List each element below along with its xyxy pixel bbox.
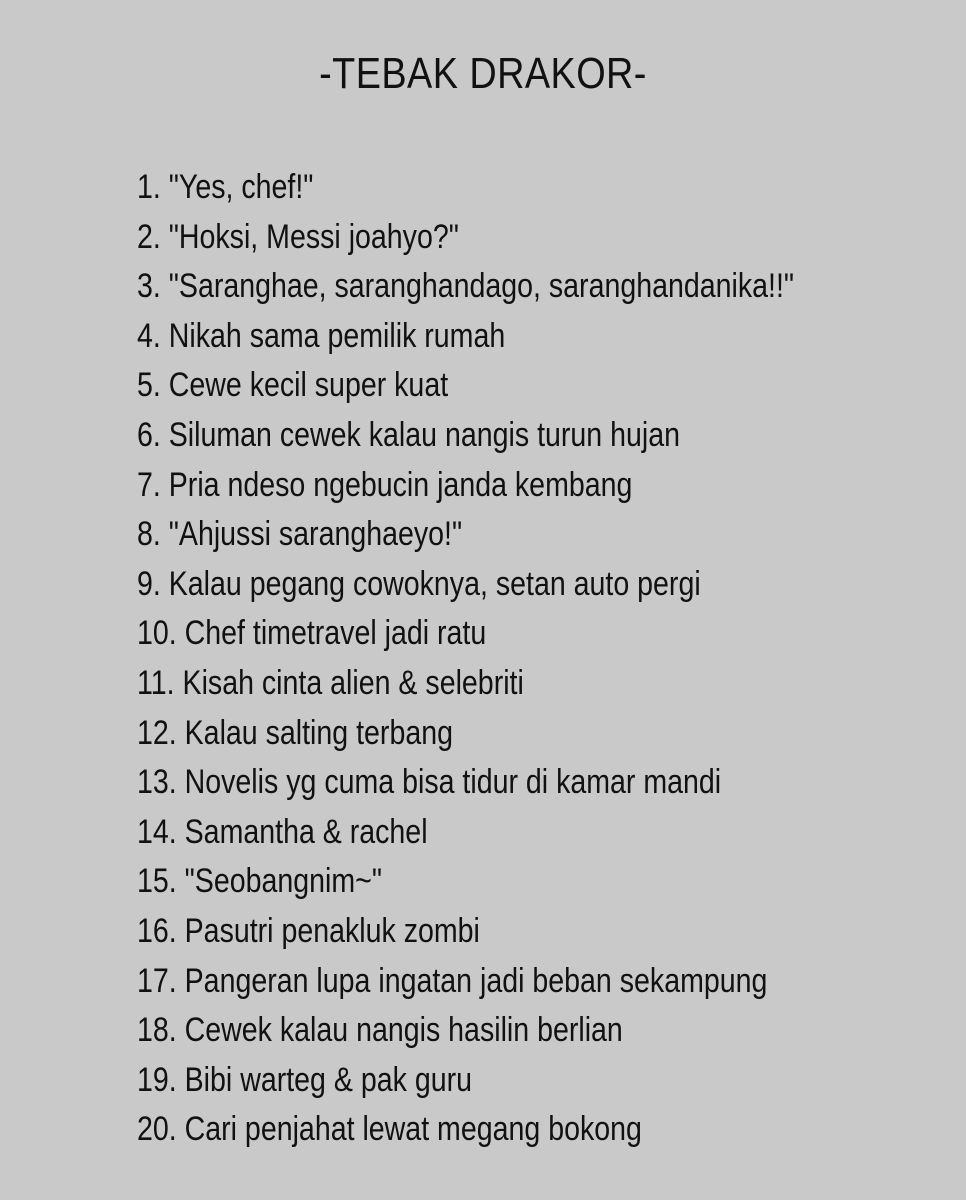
list-item: 2. "Hoksi, Messi joahyo?" — [137, 217, 459, 256]
page-title: -TEBAK DRAKOR- — [319, 49, 647, 98]
list-item: 13. Novelis yg cuma bisa tidur di kamar mandi — [137, 763, 722, 802]
list-item: 12. Kalau salting terbang — [137, 713, 453, 752]
list-item: 19. Bibi warteg & pak guru — [137, 1060, 472, 1099]
list-item: 10. Chef timetravel jadi ratu — [137, 614, 487, 653]
list-item: 11. Kisah cinta alien & selebriti — [137, 663, 524, 702]
list-item: 6. Siluman cewek kalau nangis turun hujan — [137, 415, 680, 454]
list-item: 16. Pasutri penakluk zombi — [137, 911, 480, 950]
list-item: 5. Cewe kecil super kuat — [137, 366, 449, 405]
list-item: 1. "Yes, chef!" — [137, 168, 314, 206]
list-item: 15. "Seobangnim~" — [137, 862, 382, 901]
list-item: 17. Pangeran lupa ingatan jadi beban sekampung — [137, 961, 768, 1000]
list-item: 18. Cewek kalau nangis hasilin berlian — [137, 1011, 623, 1050]
list-item: 8. "Ahjussi saranghaeyo!" — [137, 515, 463, 554]
list-item: 4. Nikah sama pemilik rumah — [137, 316, 506, 355]
quiz-list — [137, 163, 919, 1155]
list-item: 20. Cari penjahat lewat megang bokong — [137, 1110, 642, 1149]
list-item: 9. Kalau pegang cowoknya, setan auto pergi — [137, 564, 701, 603]
list-item: 14. Samantha & rachel — [137, 812, 428, 851]
list-item: 3. "Saranghae, saranghandago, saranghandanika!!" — [137, 267, 795, 306]
list-item: 7. Pria ndeso ngebucin janda kembang — [137, 465, 633, 504]
